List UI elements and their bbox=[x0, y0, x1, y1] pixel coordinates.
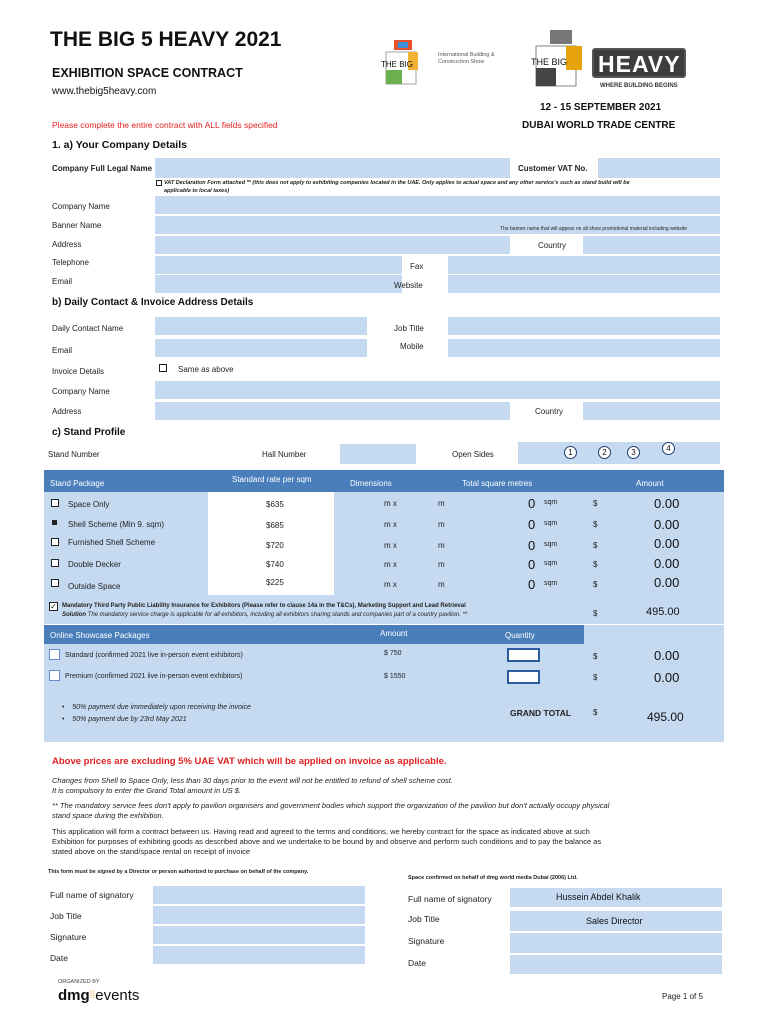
same-as-above-label: Same as above bbox=[178, 365, 234, 374]
right-signatory-name-field bbox=[510, 888, 722, 907]
payment-bullet-2: • 50% payment due by 23rd May 2021 bbox=[62, 716, 187, 723]
shell-scheme-unit: sqm bbox=[544, 520, 558, 527]
terms-p2-line1: ** The mandatory service fees don't apply to pavilion organisers and government bodies which support the organization of the pavilion but don't actually occupy physical bbox=[52, 801, 610, 810]
signatory-name-field[interactable] bbox=[153, 886, 365, 904]
hall-number-label: Hall Number bbox=[262, 450, 307, 459]
online-amount-header: Amount bbox=[380, 629, 408, 638]
premium-showcase-price: $ 1550 bbox=[384, 673, 406, 680]
terms-p3-line1: This application will form a contract between us. Having read and agreed to the terms and conditions, we hereby contract for the space as indicated above at such bbox=[52, 827, 590, 836]
daily-contact-label: Daily Contact Name bbox=[52, 324, 124, 333]
payment-term-1: 50% payment due immediately upon receiving the invoice bbox=[72, 704, 251, 711]
outside-space-rate: $225 bbox=[266, 578, 284, 587]
double-decker-m2: m bbox=[438, 560, 445, 569]
big5-logo-small bbox=[378, 38, 508, 86]
terms-p1-line2: It is compulsory to enter the Grand Total amount in US $. bbox=[52, 786, 241, 795]
stand-number-label: Stand Number bbox=[48, 450, 100, 459]
right-date-label: Date bbox=[408, 958, 426, 968]
customer-vat-field[interactable] bbox=[598, 158, 720, 178]
standard-showcase-amount: 0.00 bbox=[654, 648, 680, 663]
double-decker-unit: sqm bbox=[544, 560, 558, 567]
payment-term-2: 50% payment due by 23rd May 2021 bbox=[72, 716, 187, 723]
telephone-field[interactable] bbox=[155, 256, 402, 274]
invoice-company-label: Company Name bbox=[52, 387, 110, 396]
banner-note: The banner name that will appear on all show promotional material including website bbox=[500, 226, 688, 232]
address-field[interactable] bbox=[155, 236, 510, 254]
standard-showcase-label: Standard (confirmed 2021 live in-person event exhibitors) bbox=[65, 652, 243, 659]
mobile-field[interactable] bbox=[448, 339, 720, 357]
amount-header: Amount bbox=[636, 479, 664, 488]
standard-showcase-checkbox[interactable] bbox=[49, 649, 60, 660]
space-only-currency: $ bbox=[593, 499, 598, 508]
right-job-title-field bbox=[510, 911, 722, 931]
insurance-line-2 bbox=[62, 612, 467, 618]
right-signatory-name-label: Full name of signatory bbox=[408, 894, 492, 904]
double-decker-label: Double Decker bbox=[68, 560, 121, 569]
space-only-qty: 0 bbox=[528, 496, 536, 511]
furnished-shell-qty: 0 bbox=[528, 538, 536, 553]
space-only-m1: m x bbox=[384, 499, 397, 508]
terms-p1-line1: Changes from Shell to Space Only, less than 30 days prior to the event will not be entitled to refund of shell scheme cost. bbox=[52, 776, 453, 785]
online-table-header-right bbox=[584, 625, 724, 644]
space-only-checkbox[interactable] bbox=[51, 499, 59, 507]
outside-space-qty: 0 bbox=[528, 577, 536, 592]
invoice-company-field[interactable] bbox=[155, 381, 720, 399]
left-signature-note: This form must be signed by a Director or person authorized to purchase on behalf of the company. bbox=[48, 869, 309, 875]
signature-label: Signature bbox=[50, 932, 87, 942]
right-job-title-label: Job Title bbox=[408, 914, 440, 924]
terms-p3-line2: Exhibition for purposes of exhibiting goods as described above and we undertake to be bound by and observe and perform such conditions and to pay the balance as bbox=[52, 837, 602, 846]
insurance-amount: 495.00 bbox=[646, 606, 680, 618]
fax-label: Fax bbox=[410, 262, 424, 271]
right-signature-field[interactable] bbox=[510, 933, 722, 953]
dimensions-header: Dimensions bbox=[350, 479, 392, 488]
big5-logo-small-sub: International Building & Construction Show bbox=[438, 52, 495, 65]
events-text: events bbox=[95, 987, 140, 1004]
invoice-country-field[interactable] bbox=[583, 402, 720, 420]
open-sides-label: Open Sides bbox=[452, 450, 494, 459]
big5-heavy-logo-text: THE BIG bbox=[531, 57, 568, 67]
fax-field[interactable] bbox=[448, 256, 720, 274]
double-decker-checkbox[interactable] bbox=[51, 559, 59, 567]
email-field[interactable] bbox=[155, 275, 402, 293]
outside-space-m2: m bbox=[438, 580, 445, 589]
signatory-job-field[interactable] bbox=[153, 906, 365, 924]
contact-email-label: Email bbox=[52, 346, 73, 355]
online-package-header: Online Showcase Packages bbox=[50, 631, 150, 640]
furnished-shell-currency: $ bbox=[593, 541, 598, 550]
stand-package-header: Stand Package bbox=[50, 479, 105, 488]
terms-p2-line2: stand space during the exhibition. bbox=[52, 811, 164, 820]
event-dates: 12 - 15 SEPTEMBER 2021 bbox=[540, 102, 662, 113]
furnished-shell-rate: $720 bbox=[266, 541, 284, 550]
invoice-country-label: Country bbox=[535, 407, 564, 416]
shell-scheme-m2: m bbox=[438, 520, 445, 529]
same-as-above-checkbox[interactable] bbox=[159, 364, 167, 372]
open-side-2[interactable]: 2 bbox=[598, 446, 611, 459]
double-decker-m1: m x bbox=[384, 560, 397, 569]
telephone-label: Telephone bbox=[52, 258, 89, 267]
outside-space-checkbox[interactable] bbox=[51, 579, 59, 587]
vat-declaration-checkbox[interactable] bbox=[156, 180, 162, 186]
grand-total-amount: 495.00 bbox=[647, 710, 684, 724]
invoice-address-label: Address bbox=[52, 407, 82, 416]
right-date-field[interactable] bbox=[510, 955, 722, 974]
page-title: THE BIG 5 HEAVY 2021 bbox=[50, 28, 282, 51]
space-only-rate: $635 bbox=[266, 500, 284, 509]
furnished-shell-m1: m x bbox=[384, 541, 397, 550]
country-field[interactable] bbox=[583, 236, 720, 254]
premium-showcase-label: Premium (confirmed 2021 live in-person event exhibitors) bbox=[65, 673, 243, 680]
section-b-heading: b) Daily Contact & Invoice Address Details bbox=[52, 297, 254, 308]
country-label: Country bbox=[538, 241, 567, 250]
outside-space-label: Outside Space bbox=[68, 582, 121, 591]
invoice-address-field[interactable] bbox=[155, 402, 510, 420]
shell-scheme-checkbox[interactable] bbox=[52, 520, 57, 525]
company-name-field[interactable] bbox=[155, 196, 720, 214]
insurance-line-2-text: The mandatory service charge is applicable for all exhibitors, including all exhibitors sharing stands and companies part of a country pavilion. ** bbox=[86, 612, 468, 618]
job-title-label: Job Title bbox=[394, 324, 424, 333]
page-number: Page 1 of 5 bbox=[662, 992, 703, 1001]
open-side-3[interactable]: 3 bbox=[627, 446, 640, 459]
dmg-text: dmg bbox=[58, 987, 90, 1004]
rate-header: Standard rate per sqm bbox=[232, 475, 312, 484]
dmg-dots-icon: ⁞⁞ bbox=[89, 990, 96, 1001]
date-label: Date bbox=[50, 953, 68, 963]
right-signature-label: Signature bbox=[408, 936, 445, 946]
space-only-m2: m bbox=[438, 499, 445, 508]
shell-scheme-label: Shell Scheme (Min 9. sqm) bbox=[68, 520, 165, 529]
open-side-1[interactable]: 1 bbox=[564, 446, 577, 459]
grand-total-currency: $ bbox=[593, 708, 598, 717]
premium-showcase-amount: 0.00 bbox=[654, 670, 680, 685]
outside-space-amount: 0.00 bbox=[654, 575, 680, 590]
website-link[interactable]: www.thebig5heavy.com bbox=[52, 86, 157, 97]
check-icon: ✓ bbox=[50, 602, 57, 611]
date-field[interactable] bbox=[153, 946, 365, 964]
shell-scheme-currency: $ bbox=[593, 520, 598, 529]
heavy-wordmark bbox=[592, 48, 686, 78]
company-name-label: Company Name bbox=[52, 202, 110, 211]
outside-space-unit: sqm bbox=[544, 580, 558, 587]
double-decker-qty: 0 bbox=[528, 557, 536, 572]
furnished-shell-label: Furnished Shell Scheme bbox=[68, 538, 156, 547]
vat-notice: Above prices are excluding 5% UAE VAT which will be applied on invoice as applicable. bbox=[52, 756, 447, 767]
contact-email-field[interactable] bbox=[155, 339, 367, 357]
website-label: Website bbox=[394, 281, 423, 290]
insurance-line-1: Mandatory Third Party Public Liability Insurance for Exhibitors (Please refer to clause 14a in the T&Cs), Marketing Support and Lead Retrieval bbox=[62, 603, 466, 609]
furnished-shell-m2: m bbox=[438, 541, 445, 550]
event-venue: DUBAI WORLD TRADE CENTRE bbox=[522, 120, 676, 131]
furnished-shell-unit: sqm bbox=[544, 541, 558, 548]
signature-field[interactable] bbox=[153, 926, 365, 944]
space-only-amount: 0.00 bbox=[654, 496, 680, 511]
vat-note-line-2: applicable to local taxes) bbox=[164, 188, 230, 194]
mobile-label: Mobile bbox=[400, 342, 424, 351]
terms-p3-line3: stated above on the stand/space rental on receipt of invoice bbox=[52, 847, 251, 856]
contract-subtitle: EXHIBITION SPACE CONTRACT bbox=[52, 66, 243, 80]
invoice-details-label: Invoice Details bbox=[52, 367, 105, 376]
outside-space-currency: $ bbox=[593, 580, 598, 589]
address-label: Address bbox=[52, 240, 82, 249]
furnished-shell-checkbox[interactable] bbox=[51, 538, 59, 546]
premium-showcase-currency: $ bbox=[593, 673, 598, 682]
shell-scheme-amount: 0.00 bbox=[654, 517, 680, 532]
insurance-currency: $ bbox=[593, 609, 598, 618]
standard-showcase-currency: $ bbox=[593, 652, 598, 661]
premium-quantity-input[interactable] bbox=[507, 670, 540, 684]
open-side-4[interactable]: 4 bbox=[662, 442, 675, 455]
furnished-shell-amount: 0.00 bbox=[654, 536, 680, 551]
shell-scheme-rate: $685 bbox=[266, 521, 284, 530]
right-signatory-name-value: Hussein Abdel Khalik bbox=[556, 892, 641, 902]
dmg-events-logo bbox=[58, 987, 139, 1005]
big5-heavy-logo bbox=[528, 28, 693, 92]
website-field[interactable] bbox=[448, 275, 720, 293]
daily-contact-field[interactable] bbox=[155, 317, 367, 335]
shell-scheme-m1: m x bbox=[384, 520, 397, 529]
customer-vat-label: Customer VAT No. bbox=[518, 164, 588, 173]
heavy-tagline: WHERE BUILDING BEGINS bbox=[600, 83, 678, 89]
heavy-wordmark-text: HEAVY bbox=[598, 51, 681, 77]
contract-instruction: Please complete the entire contract with ALL fields specified bbox=[52, 120, 278, 130]
email-label: Email bbox=[52, 277, 73, 286]
right-signature-note: Space confirmed on behalf of dmg world media Dubai (2006) Ltd. bbox=[408, 875, 578, 881]
hall-number-field[interactable] bbox=[340, 444, 416, 464]
grand-total-label: GRAND TOTAL bbox=[510, 708, 572, 718]
shell-scheme-qty: 0 bbox=[528, 517, 536, 532]
job-title-field[interactable] bbox=[448, 317, 720, 335]
online-quantity-header: Quantity bbox=[505, 631, 535, 640]
organized-by-label: ORGANIZED BY bbox=[58, 979, 100, 985]
open-sides-field[interactable] bbox=[518, 442, 720, 464]
insurance-solution: Solution bbox=[62, 612, 86, 618]
premium-showcase-checkbox[interactable] bbox=[49, 670, 60, 681]
insurance-checkbox[interactable] bbox=[49, 602, 58, 611]
signatory-job-label: Job Title bbox=[50, 911, 82, 921]
space-only-label: Space Only bbox=[68, 500, 110, 509]
right-job-title-value: Sales Director bbox=[586, 916, 643, 926]
payment-bullet-1: • 50% payment due immediately upon receiving the invoice bbox=[62, 704, 251, 711]
standard-showcase-price: $ 750 bbox=[384, 650, 402, 657]
big5-logo-small-text: THE BIG bbox=[381, 60, 414, 69]
section-c-heading: c) Stand Profile bbox=[52, 427, 126, 438]
banner-name-label: Banner Name bbox=[52, 221, 102, 230]
company-legal-name-label: Company Full Legal Name bbox=[52, 164, 153, 173]
double-decker-rate: $740 bbox=[266, 560, 284, 569]
double-decker-currency: $ bbox=[593, 560, 598, 569]
signatory-name-label: Full name of signatory bbox=[50, 890, 134, 900]
vat-note-line-1: VAT Declaration Form attached ** (this does not apply to exhibiting companies located in the UAE. Only applies to actual space and any other service's such as stand build will be bbox=[164, 180, 630, 186]
space-only-unit: sqm bbox=[544, 499, 558, 506]
section-a-heading: 1. a) Your Company Details bbox=[52, 139, 187, 151]
total-sqm-header: Total square metres bbox=[462, 479, 533, 488]
outside-space-m1: m x bbox=[384, 580, 397, 589]
double-decker-amount: 0.00 bbox=[654, 556, 680, 571]
standard-quantity-input[interactable] bbox=[507, 648, 540, 662]
company-legal-name-field[interactable] bbox=[155, 158, 510, 178]
